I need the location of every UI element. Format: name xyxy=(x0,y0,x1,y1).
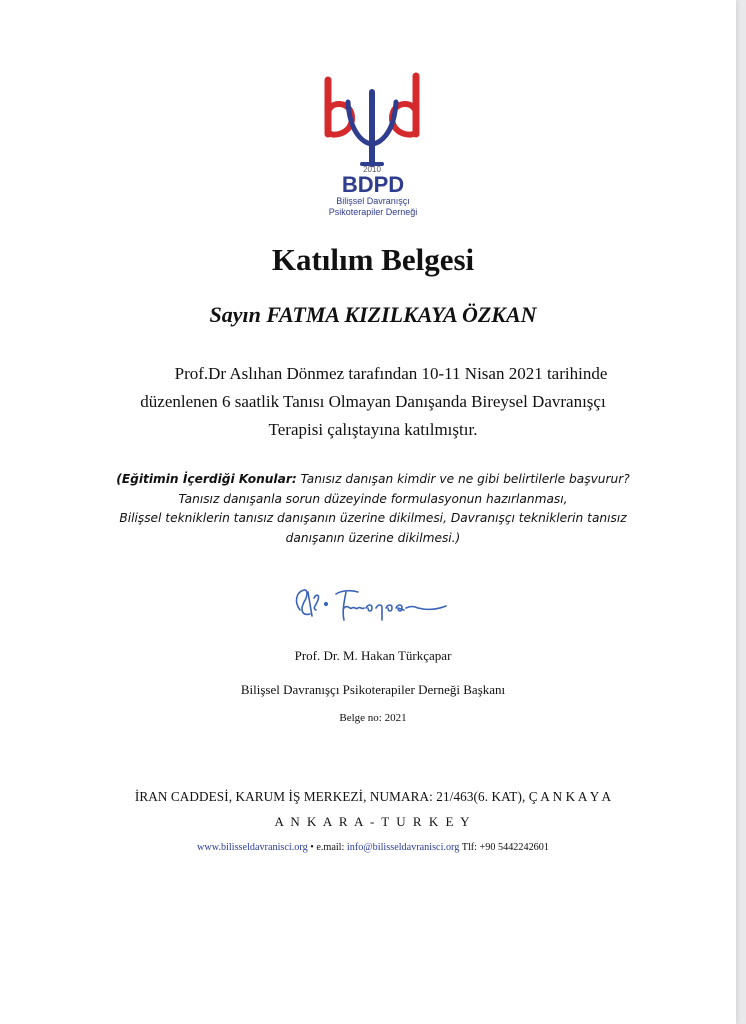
recipient-name: Sayın FATMA KIZILKAYA ÖZKAN xyxy=(209,302,537,327)
signer-title: Bilişsel Davranışçı Psikoterapiler Derneği Başkanı xyxy=(240,682,506,697)
logo-line1: Bilişsel Davranışçı xyxy=(336,196,410,206)
topics-line: danışanın üzerine dikilmesi.) xyxy=(285,530,461,545)
bld-monogram xyxy=(328,76,416,164)
logo-abbr: BDPD xyxy=(341,172,405,197)
topics-line: Tanısız danışanla sorun düzeyinde formulasyonun hazırlanması, xyxy=(178,491,568,506)
certificate-body xyxy=(100,360,646,444)
certificate-title: Katılım Belgesi xyxy=(271,242,475,277)
body-line: Prof.Dr Aslıhan Dönmez tarafından 10-11 Nisan 2021 tarihinde xyxy=(174,364,608,383)
address-line1: İRAN CADDESİ, KARUM İŞ MERKEZİ, NUMARA: 21/463(6. KAT), Ç A N K A Y A xyxy=(134,789,612,804)
topics-label: (Eğitimin İçerdiği Konular: xyxy=(116,472,297,486)
website-link[interactable]: www.bilisseldavranisci.org xyxy=(197,842,308,853)
contact-line xyxy=(0,842,746,853)
topics-line xyxy=(100,470,646,490)
email-link[interactable]: info@bilisseldavranisci.org xyxy=(346,842,460,853)
phone-text: Tlf: +90 5442242601 xyxy=(459,842,549,853)
document-number: Belge no: 2021 xyxy=(339,712,407,724)
bdpd-logo xyxy=(318,72,428,222)
logo-year: 2010 xyxy=(363,165,381,174)
handwritten-signature xyxy=(286,580,466,628)
signer-name: Prof. Dr. M. Hakan Türkçapar xyxy=(294,648,452,663)
logo-line2: Psikoterapiler Derneği xyxy=(328,207,418,217)
body-line: Terapisi çalıştayına katılmıştır. xyxy=(268,420,478,439)
topics-line: Bilişsel tekniklerin tanısız danışanın üzerine dikilmesi, Davranışçı tekniklerin tanısız xyxy=(119,511,627,525)
address-line2: A N K A R A - T U R K E Y xyxy=(274,814,472,829)
body-line: düzenlenen 6 saatlik Tanısı Olmayan Danışanda Bireysel Davranışçı xyxy=(140,392,606,411)
email-label: • e.mail: xyxy=(307,842,347,853)
training-topics xyxy=(100,470,646,548)
topics-text: Tanısız danışan kimdir ve ne gibi belirtilerle başvurur? xyxy=(296,472,630,486)
